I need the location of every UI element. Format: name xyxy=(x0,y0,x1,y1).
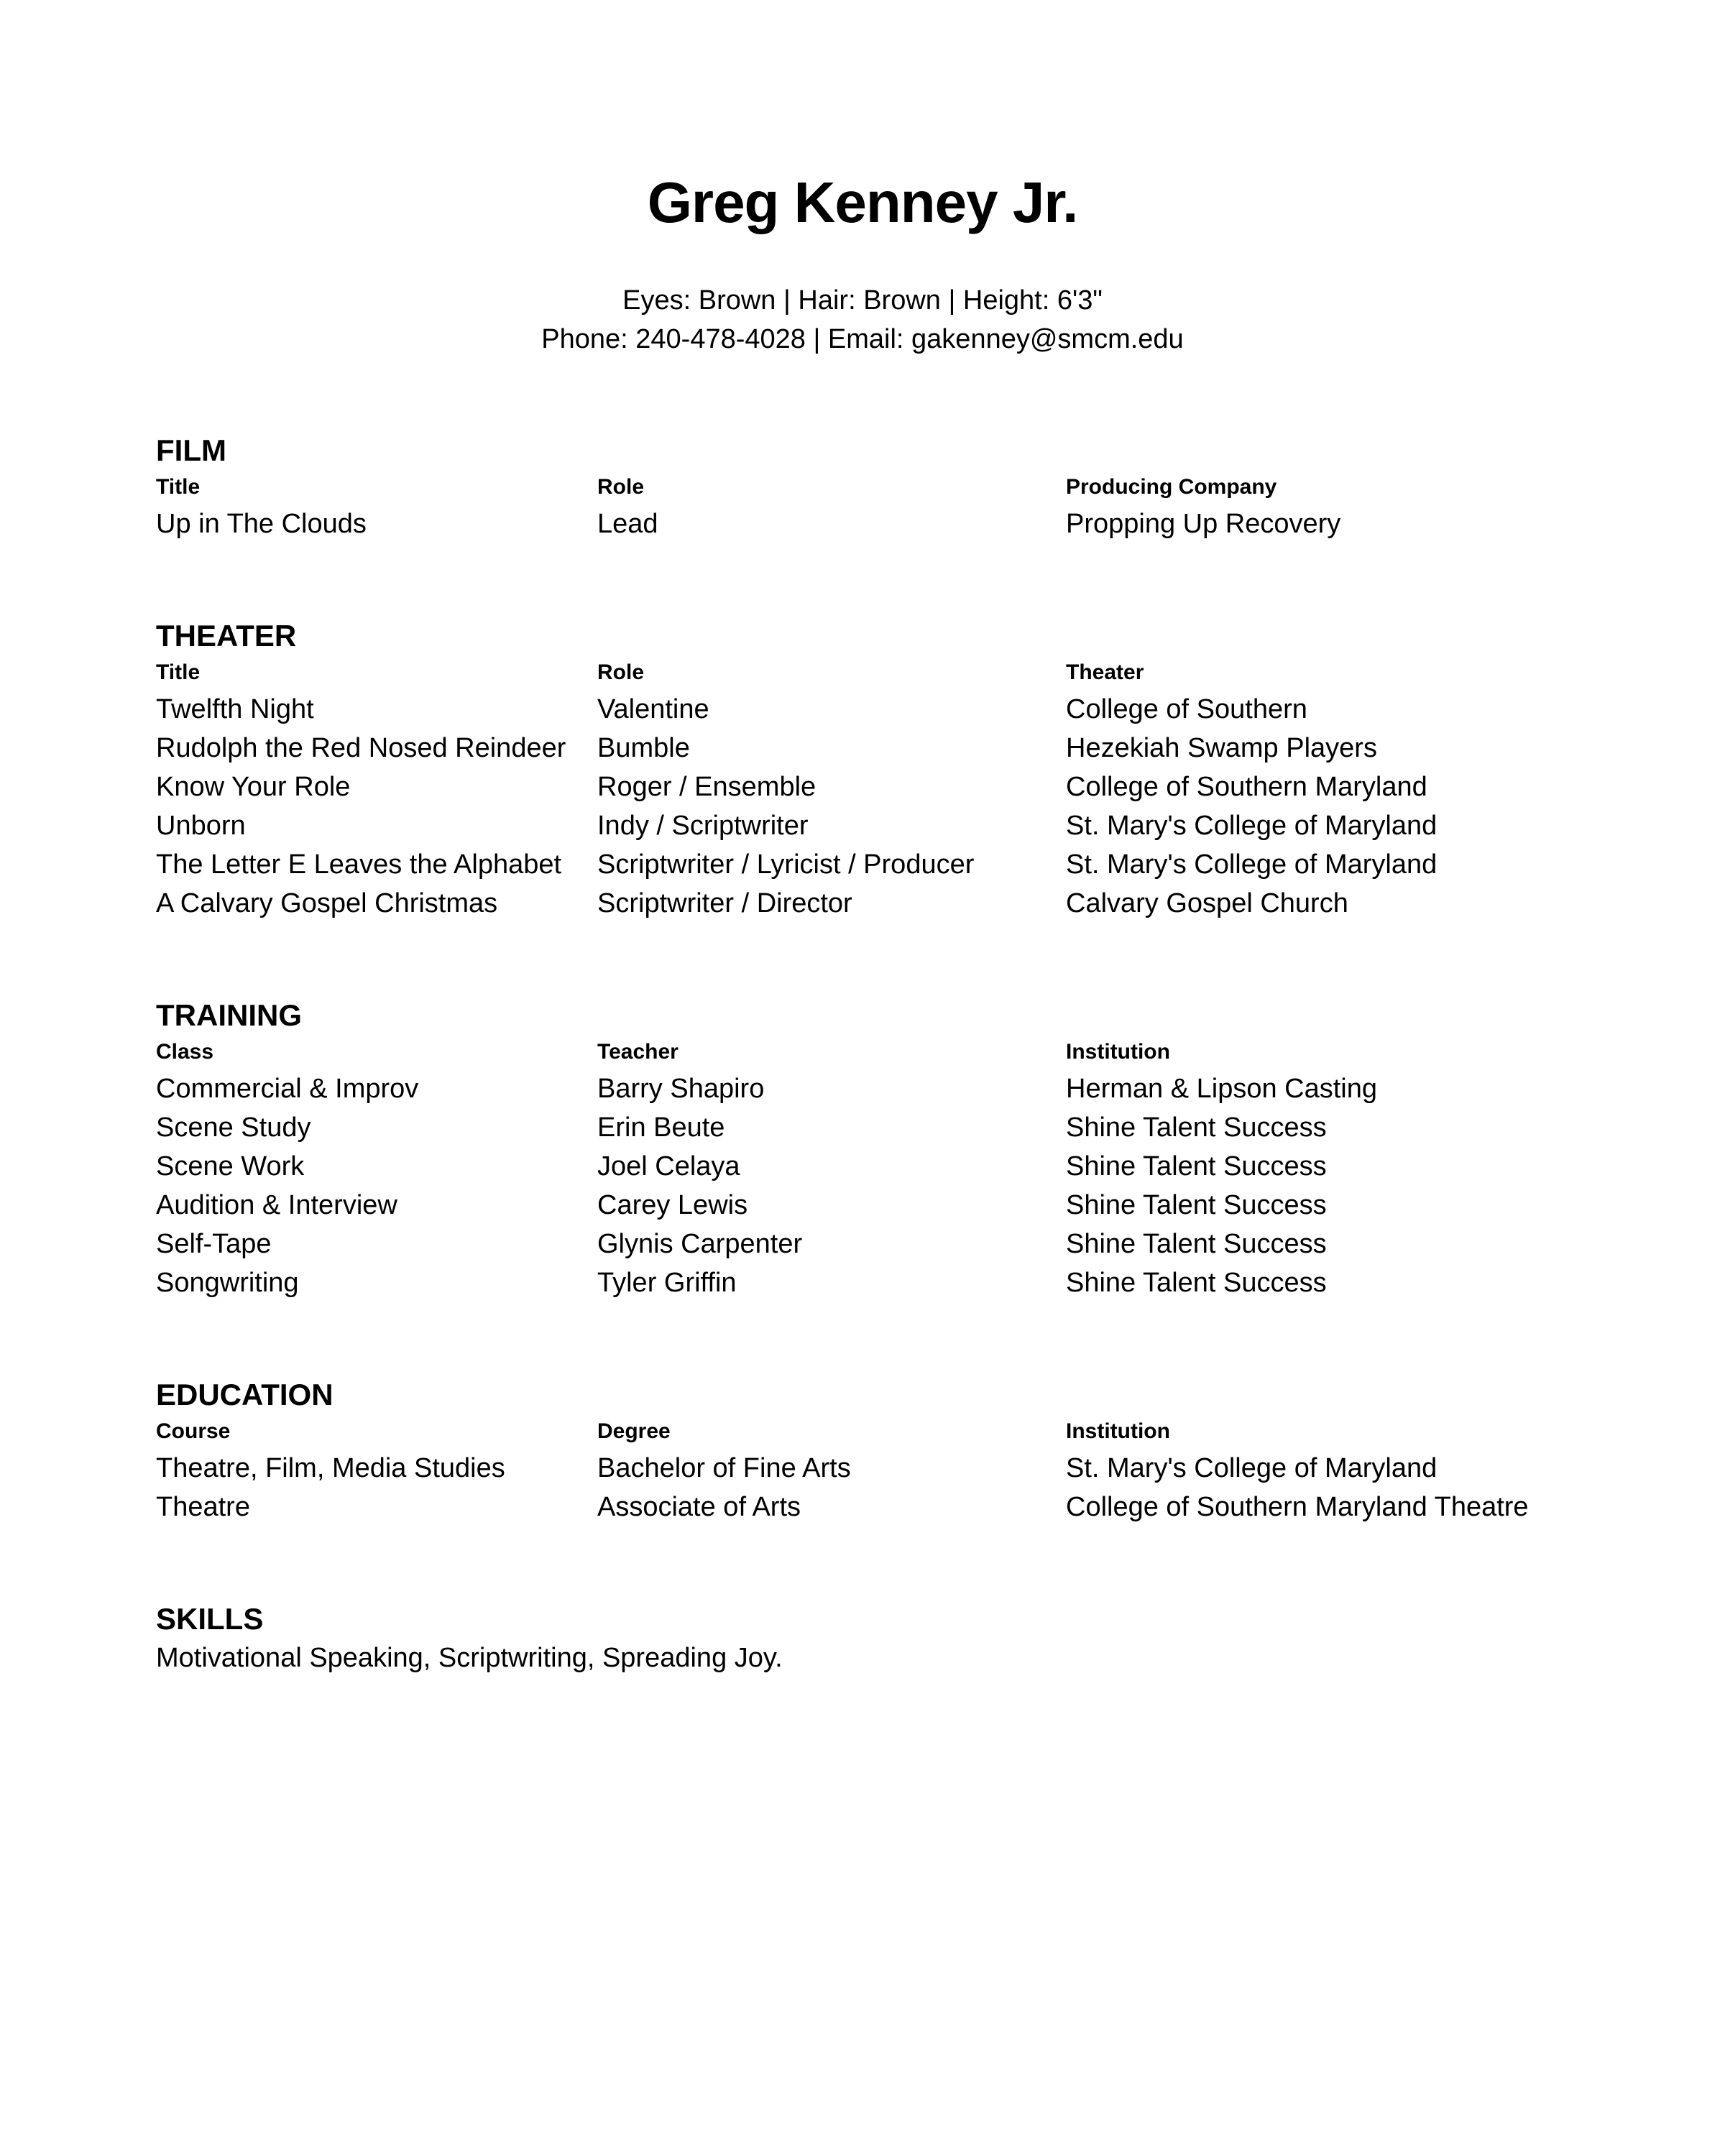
theater-row xyxy=(156,768,1593,806)
theater-title-cell: The Letter E Leaves the Alphabet xyxy=(156,849,562,880)
education-column-headers xyxy=(156,1414,1593,1449)
training-institution-cell: Shine Talent Success xyxy=(1066,1229,1327,1259)
skills-section xyxy=(156,1600,1593,1677)
education-institution-cell: St. Mary's College of Maryland xyxy=(1066,1453,1438,1483)
film-title-cell: Up in The Clouds xyxy=(156,509,367,539)
film-column-headers xyxy=(156,470,1593,505)
film-section-title: FILM xyxy=(156,433,226,467)
theater-venue-cell: Hezekiah Swamp Players xyxy=(1066,733,1377,763)
physical-info: Eyes: Brown | Hair: Brown | Height: 6'3" xyxy=(622,285,1103,315)
theater-section-title: THEATER xyxy=(156,619,297,653)
training-teacher-cell: Glynis Carpenter xyxy=(597,1229,803,1259)
training-row xyxy=(156,1263,1593,1302)
education-section xyxy=(156,1376,1593,1526)
training-row xyxy=(156,1186,1593,1225)
theater-header-role: Role xyxy=(597,660,645,684)
training-class-cell: Commercial & Improv xyxy=(156,1074,419,1104)
education-section-title: EDUCATION xyxy=(156,1378,334,1411)
theater-title-cell: Twelfth Night xyxy=(156,694,314,724)
skills-section-title: SKILLS xyxy=(156,1602,264,1636)
training-row xyxy=(156,1069,1593,1108)
training-row xyxy=(156,1225,1593,1263)
theater-section xyxy=(156,617,1593,923)
theater-title-cell: Unborn xyxy=(156,811,246,841)
training-class-cell: Audition & Interview xyxy=(156,1190,397,1220)
training-class-cell: Scene Work xyxy=(156,1151,305,1181)
training-header-teacher: Teacher xyxy=(597,1040,678,1064)
theater-role-cell: Indy / Scriptwriter xyxy=(597,811,809,841)
training-institution-cell: Shine Talent Success xyxy=(1066,1151,1327,1181)
training-header-institution: Institution xyxy=(1066,1040,1170,1064)
theater-title-cell: Know Your Role xyxy=(156,772,351,802)
theater-row xyxy=(156,690,1593,729)
film-role-cell: Lead xyxy=(597,509,658,539)
training-institution-cell: Shine Talent Success xyxy=(1066,1268,1327,1298)
theater-column-headers xyxy=(156,655,1593,690)
training-teacher-cell: Joel Celaya xyxy=(597,1151,740,1181)
education-institution-cell: College of Southern Maryland Theatre xyxy=(1066,1492,1529,1522)
training-teacher-cell: Erin Beute xyxy=(597,1112,725,1143)
theater-row xyxy=(156,884,1593,923)
training-class-cell: Self-Tape xyxy=(156,1229,272,1259)
theater-venue-cell: St. Mary's College of Maryland xyxy=(1066,811,1438,841)
education-course-cell: Theatre xyxy=(156,1492,250,1522)
theater-venue-cell: St. Mary's College of Maryland xyxy=(1066,849,1438,880)
theater-role-cell: Valentine xyxy=(597,694,709,724)
training-teacher-cell: Barry Shapiro xyxy=(597,1074,765,1104)
theater-role-cell: Roger / Ensemble xyxy=(597,772,816,802)
theater-role-cell: Scriptwriter / Lyricist / Producer xyxy=(597,849,975,880)
film-header-title: Title xyxy=(156,475,201,499)
education-degree-cell: Associate of Arts xyxy=(597,1492,801,1522)
training-institution-cell: Shine Talent Success xyxy=(1066,1190,1327,1220)
contact-info: Phone: 240-478-4028 | Email: gakenney@smcm.edu xyxy=(541,324,1184,354)
training-section-title: TRAINING xyxy=(156,998,302,1032)
theater-row xyxy=(156,806,1593,845)
education-header-course: Course xyxy=(156,1419,231,1443)
training-teacher-cell: Carey Lewis xyxy=(597,1190,748,1220)
skills-text: Motivational Speaking, Scriptwriting, Spreading Joy. xyxy=(156,1643,783,1673)
theater-header-title: Title xyxy=(156,660,201,684)
theater-venue-cell: Calvary Gospel Church xyxy=(1066,888,1348,918)
theater-venue-cell: College of Southern xyxy=(1066,694,1307,724)
theater-title-cell: A Calvary Gospel Christmas xyxy=(156,888,498,918)
education-course-cell: Theatre, Film, Media Studies xyxy=(156,1453,505,1483)
training-row xyxy=(156,1108,1593,1147)
actor-name: Greg Kenney Jr. xyxy=(647,170,1078,234)
film-company-cell: Propping Up Recovery xyxy=(1066,509,1341,539)
training-institution-cell: Shine Talent Success xyxy=(1066,1112,1327,1143)
education-row xyxy=(156,1488,1593,1526)
theater-role-cell: Scriptwriter / Director xyxy=(597,888,852,918)
film-section xyxy=(156,431,1593,543)
education-header-institution: Institution xyxy=(1066,1419,1170,1443)
training-teacher-cell: Tyler Griffin xyxy=(597,1268,737,1298)
film-header-company: Producing Company xyxy=(1066,475,1277,499)
theater-header-theater: Theater xyxy=(1066,660,1144,684)
education-degree-cell: Bachelor of Fine Arts xyxy=(597,1453,851,1483)
film-row xyxy=(156,505,1593,543)
theater-row xyxy=(156,729,1593,768)
theater-title-cell: Rudolph the Red Nosed Reindeer xyxy=(156,733,566,763)
theater-venue-cell: College of Southern Maryland xyxy=(1066,772,1427,802)
training-class-cell: Scene Study xyxy=(156,1112,311,1143)
education-header-degree: Degree xyxy=(597,1419,671,1443)
theater-role-cell: Bumble xyxy=(597,733,690,763)
training-column-headers xyxy=(156,1035,1593,1069)
training-section xyxy=(156,996,1593,1302)
training-row xyxy=(156,1147,1593,1186)
film-header-role: Role xyxy=(597,475,645,499)
training-header-class: Class xyxy=(156,1040,214,1064)
training-class-cell: Songwriting xyxy=(156,1268,299,1298)
training-institution-cell: Herman & Lipson Casting xyxy=(1066,1074,1377,1104)
education-row xyxy=(156,1449,1593,1488)
theater-row xyxy=(156,845,1593,884)
